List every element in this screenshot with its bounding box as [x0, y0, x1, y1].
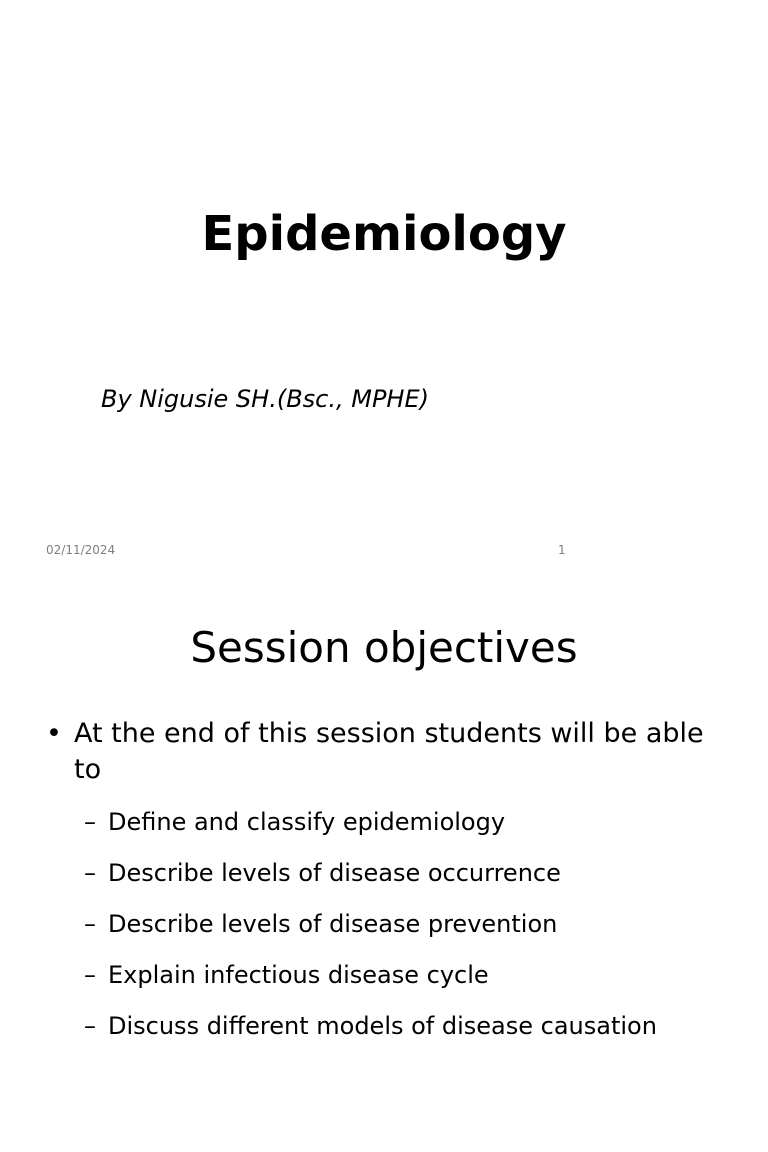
bullet-text: At the end of this session students will be able to — [74, 718, 704, 785]
objective-text: Describe levels of disease prevention — [108, 910, 558, 938]
bullet-item — [46, 716, 706, 788]
objective-text: Explain infectious disease cycle — [108, 961, 489, 989]
objectives-slide — [0, 576, 768, 1152]
objective-item — [84, 908, 724, 940]
bullet-icon: • — [46, 718, 62, 749]
slide-number: 1 — [558, 543, 566, 557]
objective-item — [84, 1010, 724, 1042]
objective-item — [84, 959, 724, 991]
dash-icon: – — [84, 910, 96, 938]
objective-text: Define and classify epidemiology — [108, 808, 506, 836]
objective-text: Discuss different models of disease causation — [108, 1012, 657, 1040]
objective-item — [84, 857, 724, 889]
objective-text: Describe levels of disease occurrence — [108, 859, 561, 887]
footer-date: 02/11/2024 — [46, 543, 116, 557]
slide-title: Session objectives — [190, 623, 578, 672]
dash-icon: – — [84, 961, 96, 989]
dash-icon: – — [84, 859, 96, 887]
dash-icon: – — [84, 1012, 96, 1040]
dash-icon: – — [84, 808, 96, 836]
objective-item — [84, 806, 724, 838]
author-byline: By Nigusie SH.(Bsc., MPHE) — [101, 385, 430, 413]
slide-title: Epidemiology — [201, 206, 567, 262]
